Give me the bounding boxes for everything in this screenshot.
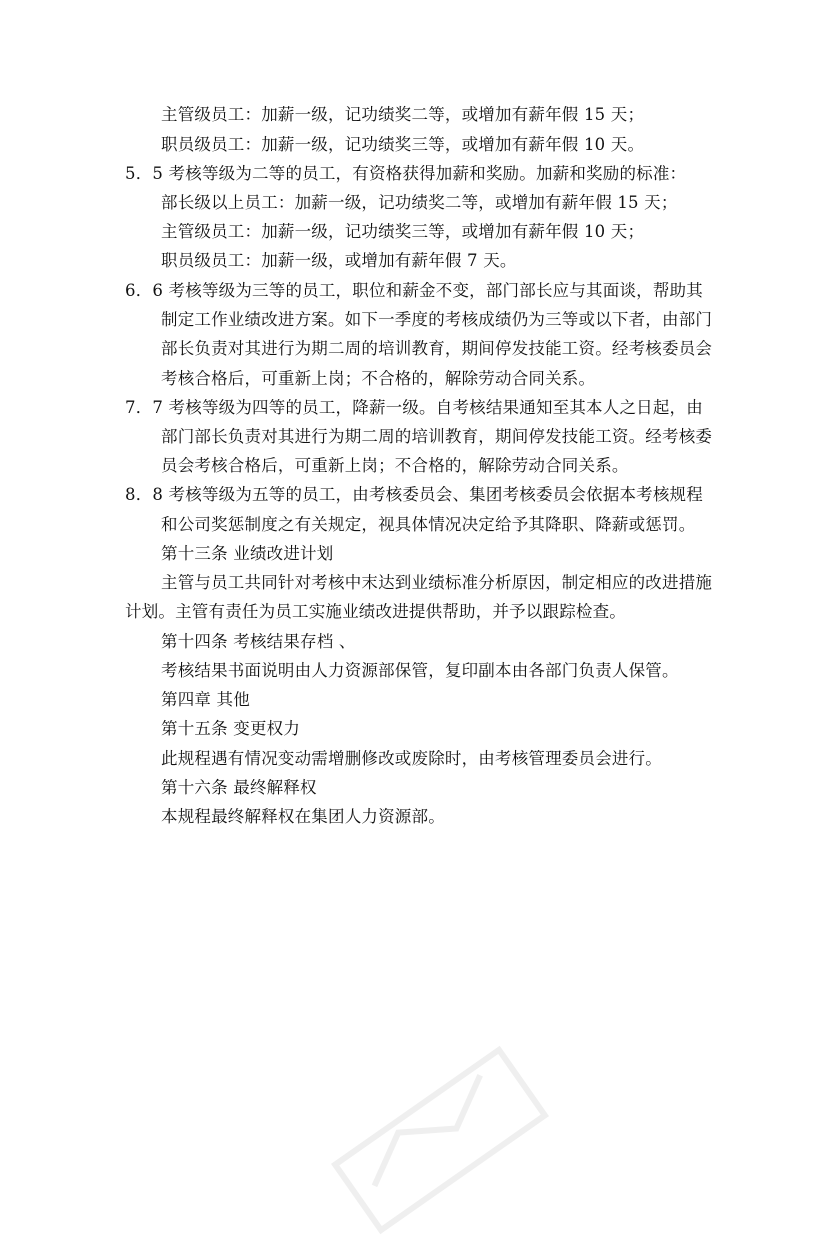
text-line: 职员级员工：加薪一级，记功绩奖三等，或增加有薪年假 10 天。 <box>161 135 645 154</box>
section-heading: 第十六条 最终解释权 <box>161 778 317 797</box>
text-line: 职员级员工：加薪一级，或增加有薪年假 7 天。 <box>161 251 517 270</box>
text-line: 部长负责对其进行为期二周的培训教育，期间停发技能工资。经考核委员会 <box>161 339 713 358</box>
text-line: 部门部长负责对其进行为期二周的培训教育，期间停发技能工资。经考核委 <box>161 427 713 446</box>
text-line: 本规程最终解释权在集团人力资源部。 <box>161 807 445 826</box>
section-heading: 第十四条 考核结果存档 、 <box>161 632 356 651</box>
text-line: 5．5 考核等级为二等的员工，有资格获得加薪和奖励。加薪和奖励的标准： <box>125 164 687 183</box>
text-line: 主管级员工：加薪一级，记功绩奖三等，或增加有薪年假 10 天； <box>161 222 645 241</box>
text-line: 主管级员工：加薪一级，记功绩奖二等，或增加有薪年假 15 天； <box>161 105 645 124</box>
chapter-heading: 第四章 其他 <box>161 690 250 709</box>
watermark-logo <box>315 1028 564 1252</box>
text-line: 此规程遇有情况变动需增删修改或废除时，由考核管理委员会进行。 <box>161 749 662 768</box>
text-line: 7．7 考核等级为四等的员工，降薪一级。自考核结果通知至其本人之日起，由 <box>125 398 703 417</box>
text-line: 员会考核合格后，可重新上岗；不合格的，解除劳动合同关系。 <box>161 456 629 475</box>
text-line: 考核合格后，可重新上岗；不合格的，解除劳动合同关系。 <box>161 369 596 388</box>
text-line: 部长级以上员工：加薪一级，记功绩奖二等，或增加有薪年假 15 天； <box>161 193 678 212</box>
text-line: 考核结果书面说明由人力资源部保管，复印副本由各部门负责人保管。 <box>161 661 679 680</box>
text-line: 制定工作业绩改进方案。如下一季度的考核成绩仍为三等或以下者，由部门 <box>161 310 713 329</box>
section-heading: 第十五条 变更权力 <box>161 719 301 738</box>
text-line: 8．8 考核等级为五等的员工，由考核委员会、集团考核委员会依据本考核规程 <box>125 485 703 504</box>
text-line: 主管与员工共同针对考核中末达到业绩标准分析原因，制定相应的改进措施 <box>161 573 713 592</box>
text-line: 和公司奖惩制度之有关规定，视具体情况决定给予其降职、降薪或惩罚。 <box>161 515 696 534</box>
text-line: 6．6 考核等级为三等的员工，职位和薪金不变，部门部长应与其面谈，帮助其 <box>125 281 703 300</box>
text-line: 计划。主管有责任为员工实施业绩改进提供帮助，并予以跟踪检查。 <box>125 602 626 621</box>
section-heading: 第十三条 业绩改进计划 <box>161 544 334 563</box>
